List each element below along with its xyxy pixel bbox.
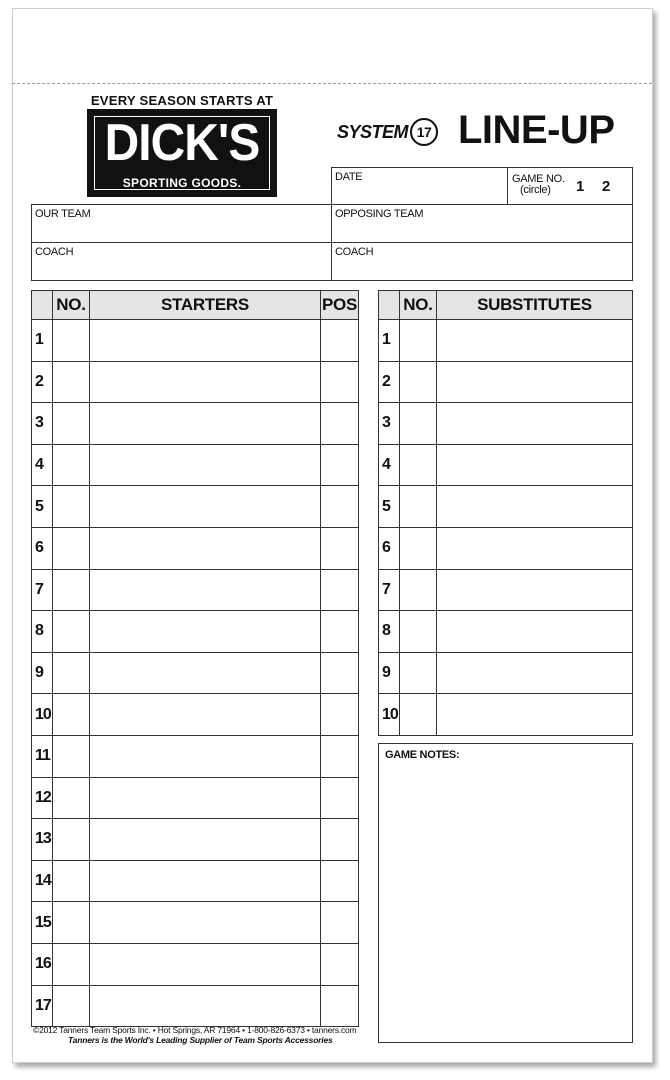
position-cell[interactable] (321, 985, 359, 1027)
row-number: 5 (32, 486, 53, 528)
position-cell[interactable] (321, 735, 359, 777)
starters-header-no: NO. (52, 291, 89, 320)
player-number-cell[interactable] (399, 652, 436, 694)
starter-name-cell[interactable] (89, 403, 320, 445)
row-number: 12 (32, 777, 53, 819)
substitute-name-cell[interactable] (436, 652, 632, 694)
player-number-cell[interactable] (399, 694, 436, 736)
player-number-cell[interactable] (399, 361, 436, 403)
player-number-cell[interactable] (52, 735, 89, 777)
coach-field-left[interactable] (31, 242, 332, 281)
table-row (379, 486, 633, 528)
player-number-cell[interactable] (52, 902, 89, 944)
footer-tagline: Tanners is the World's Leading Supplier of Team Sports Accessories (68, 1035, 333, 1045)
starter-name-cell[interactable] (89, 486, 320, 528)
table-row (379, 694, 633, 736)
player-number-cell[interactable] (52, 694, 89, 736)
position-cell[interactable] (321, 611, 359, 653)
opposing-team-label: OPPOSING TEAM (335, 208, 424, 220)
coach-label-right: COACH (335, 246, 374, 258)
table-row (379, 527, 633, 569)
date-label: DATE (335, 171, 363, 183)
player-number-cell[interactable] (399, 403, 436, 445)
row-number: 14 (32, 860, 53, 902)
player-number-cell[interactable] (52, 652, 89, 694)
row-number: 6 (379, 527, 400, 569)
subs-header-blank (379, 291, 400, 320)
row-number: 10 (32, 694, 53, 736)
position-cell[interactable] (321, 320, 359, 362)
coach-label-left: COACH (35, 246, 74, 258)
row-number: 17 (32, 985, 53, 1027)
substitute-name-cell[interactable] (436, 444, 632, 486)
footer-copyright: ©2012 Tanners Team Sports Inc. • Hot Springs, AR 71964 • 1-800-826-6373 • tanners.com (33, 1025, 357, 1035)
player-number-cell[interactable] (52, 361, 89, 403)
player-number-cell[interactable] (52, 860, 89, 902)
player-number-cell[interactable] (52, 486, 89, 528)
table-row (32, 694, 359, 736)
system-text: SYSTEM (337, 121, 409, 142)
table-row (32, 444, 359, 486)
starter-name-cell[interactable] (89, 320, 320, 362)
row-number: 1 (32, 320, 53, 362)
player-number-cell[interactable] (52, 611, 89, 653)
dicks-logo (88, 94, 276, 196)
position-cell[interactable] (321, 527, 359, 569)
opposing-team-field[interactable] (331, 204, 633, 243)
table-row (32, 902, 359, 944)
table-row (32, 819, 359, 861)
row-number: 3 (32, 403, 53, 445)
our-team-field[interactable] (31, 204, 332, 243)
row-number: 2 (32, 361, 53, 403)
substitute-name-cell[interactable] (436, 486, 632, 528)
coach-field-right[interactable] (331, 242, 633, 281)
table-row (379, 320, 633, 362)
position-cell[interactable] (321, 403, 359, 445)
our-team-label: OUR TEAM (35, 208, 91, 220)
position-cell[interactable] (321, 777, 359, 819)
position-cell[interactable] (321, 902, 359, 944)
starters-header-name: STARTERS (89, 291, 320, 320)
table-row (32, 361, 359, 403)
page-title: LINE-UP (458, 108, 615, 152)
player-number-cell[interactable] (52, 777, 89, 819)
row-number: 8 (379, 611, 400, 653)
player-number-cell[interactable] (52, 320, 89, 362)
starters-header-pos: POS (321, 291, 359, 320)
starter-name-cell[interactable] (89, 652, 320, 694)
player-number-cell[interactable] (399, 320, 436, 362)
logo-box (88, 110, 276, 196)
player-number-cell[interactable] (399, 486, 436, 528)
position-cell[interactable] (321, 943, 359, 985)
starter-name-cell[interactable] (89, 860, 320, 902)
player-number-cell[interactable] (399, 527, 436, 569)
game-notes-box[interactable] (378, 743, 633, 1043)
table-row (32, 652, 359, 694)
starter-name-cell[interactable] (89, 569, 320, 611)
table-row (32, 860, 359, 902)
table-row (379, 652, 633, 694)
table-row (32, 943, 359, 985)
table-row (32, 569, 359, 611)
starter-name-cell[interactable] (89, 735, 320, 777)
position-cell[interactable] (321, 361, 359, 403)
row-number: 11 (32, 735, 53, 777)
position-cell[interactable] (321, 819, 359, 861)
substitute-name-cell[interactable] (436, 320, 632, 362)
table-row (379, 611, 633, 653)
position-cell[interactable] (321, 652, 359, 694)
starter-name-cell[interactable] (89, 943, 320, 985)
substitute-name-cell[interactable] (436, 611, 632, 653)
position-cell[interactable] (321, 444, 359, 486)
row-number: 9 (379, 652, 400, 694)
starter-name-cell[interactable] (89, 902, 320, 944)
row-number: 9 (32, 652, 53, 694)
player-number-cell[interactable] (52, 943, 89, 985)
starter-name-cell[interactable] (89, 611, 320, 653)
position-cell[interactable] (321, 860, 359, 902)
system-number-badge: 17 (410, 118, 438, 146)
starter-name-cell[interactable] (89, 361, 320, 403)
table-row (379, 403, 633, 445)
subs-header-no: NO. (399, 291, 436, 320)
system17-brand (337, 118, 438, 146)
table-row (32, 403, 359, 445)
player-number-cell[interactable] (52, 985, 89, 1027)
row-number: 10 (379, 694, 400, 736)
player-number-cell[interactable] (399, 444, 436, 486)
starter-name-cell[interactable] (89, 777, 320, 819)
starter-name-cell[interactable] (89, 819, 320, 861)
table-row (32, 611, 359, 653)
row-number: 16 (32, 943, 53, 985)
logo-tagline: EVERY SEASON STARTS AT (90, 94, 274, 108)
row-number: 4 (379, 444, 400, 486)
table-row (379, 569, 633, 611)
row-number: 5 (379, 486, 400, 528)
row-number: 15 (32, 902, 53, 944)
player-number-cell[interactable] (52, 403, 89, 445)
player-number-cell[interactable] (52, 444, 89, 486)
substitute-name-cell[interactable] (436, 527, 632, 569)
substitute-name-cell[interactable] (436, 361, 632, 403)
starters-header-blank (32, 291, 53, 320)
player-number-cell[interactable] (399, 611, 436, 653)
position-cell[interactable] (321, 486, 359, 528)
date-field[interactable] (331, 167, 508, 205)
player-number-cell[interactable] (52, 569, 89, 611)
row-number: 3 (379, 403, 400, 445)
logo-main-text: DICK'S (104, 114, 260, 172)
starters-table (31, 290, 359, 1027)
row-number: 2 (379, 361, 400, 403)
position-cell[interactable] (321, 569, 359, 611)
row-number: 1 (379, 320, 400, 362)
starter-name-cell[interactable] (89, 527, 320, 569)
logo-sub-text: SPORTING GOODS. (122, 176, 242, 190)
table-row (32, 320, 359, 362)
table-row (32, 486, 359, 528)
player-number-cell[interactable] (399, 569, 436, 611)
starter-name-cell[interactable] (89, 444, 320, 486)
row-number: 13 (32, 819, 53, 861)
row-number: 7 (379, 569, 400, 611)
substitute-name-cell[interactable] (436, 569, 632, 611)
table-row (32, 735, 359, 777)
game-number-label: GAME NO. (circle) (512, 173, 565, 196)
row-number: 8 (32, 611, 53, 653)
game-notes-label: GAME NOTES: (385, 749, 460, 761)
perforation-line (12, 83, 652, 84)
substitutes-table (378, 290, 633, 736)
player-number-cell[interactable] (52, 819, 89, 861)
position-cell[interactable] (321, 694, 359, 736)
subs-header-name: SUBSTITUTES (436, 291, 632, 320)
substitute-name-cell[interactable] (436, 694, 632, 736)
table-row (32, 985, 359, 1027)
table-row (379, 444, 633, 486)
player-number-cell[interactable] (52, 527, 89, 569)
game-1-option[interactable]: 1 (576, 178, 585, 195)
starter-name-cell[interactable] (89, 985, 320, 1027)
substitute-name-cell[interactable] (436, 403, 632, 445)
table-row (32, 777, 359, 819)
game-2-option[interactable]: 2 (602, 178, 611, 195)
row-number: 6 (32, 527, 53, 569)
table-row (32, 527, 359, 569)
row-number: 4 (32, 444, 53, 486)
table-row (379, 361, 633, 403)
starter-name-cell[interactable] (89, 694, 320, 736)
row-number: 7 (32, 569, 53, 611)
